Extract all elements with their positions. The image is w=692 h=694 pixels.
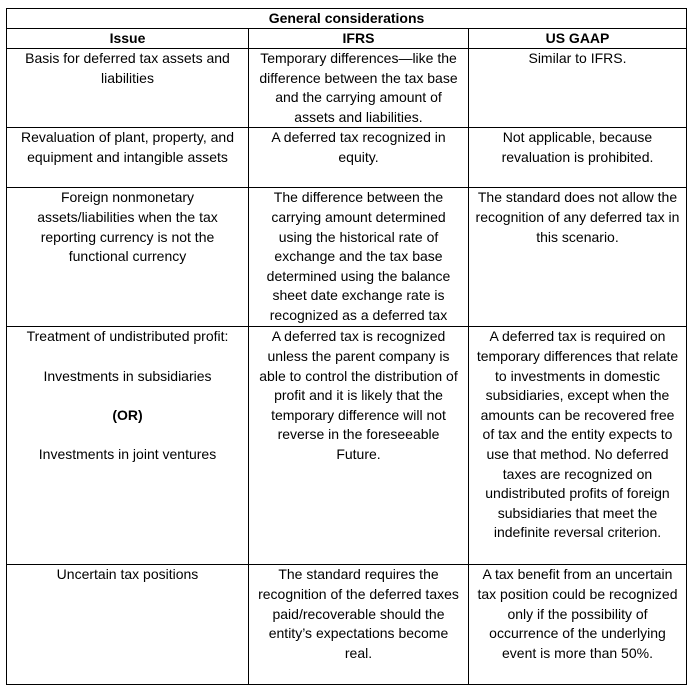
ifrs-cell: A deferred tax recognized in equity. <box>249 128 469 188</box>
title-row <box>7 9 687 29</box>
ifrs-cell: The difference between the carrying amount determined using the historical rate of exchange and the tax base determined using the balance sheet date exchange rate is recognized as a deferred tax <box>249 188 469 327</box>
ifrs-cell: A deferred tax is recognized unless the parent company is able to control the distribution of profit and it is likely that the temporary difference will not reverse in the foreseeable Future. <box>249 327 469 565</box>
issue-joint-ventures: Investments in joint ventures <box>38 445 217 462</box>
usgaap-cell: The standard does not allow the recognition of any deferred tax in this scenario. <box>469 188 687 327</box>
issue-cell: Uncertain tax positions <box>7 565 249 685</box>
table-row <box>7 188 687 327</box>
table-row <box>7 565 687 685</box>
issue-heading: Treatment of undistributed profit: <box>26 328 229 345</box>
table-row <box>7 49 687 128</box>
table-row <box>7 128 687 188</box>
header-row <box>7 29 687 49</box>
ifrs-cell: Temporary differences—like the difference between the tax base and the carrying amount of assets and liabilities. <box>249 49 469 128</box>
table-row <box>7 327 687 565</box>
header-usgaap: US GAAP <box>469 29 687 49</box>
comparison-table <box>6 8 687 685</box>
table-title: General considerations <box>7 9 687 29</box>
header-ifrs: IFRS <box>249 29 469 49</box>
usgaap-cell: Similar to IFRS. <box>469 49 687 128</box>
issue-subsidiaries: Investments in subsidiaries <box>43 367 212 384</box>
ifrs-cell: The standard requires the recognition of the deferred taxes paid/recoverable should the entity’s expectations become real. <box>249 565 469 685</box>
usgaap-cell: A deferred tax is required on temporary differences that relate to investments in domestic subsidiaries, except when the amounts can be recovered free of tax and the entity expects to use that method. No deferred taxes are recognized on undistributed profits of foreign subsidiaries that meet the indefinite reversal criterion. <box>469 327 687 565</box>
usgaap-cell: A tax benefit from an uncertain tax position could be recognized only if the possibility of occurrence of the underlying event is more than 50%. <box>469 565 687 685</box>
issue-cell <box>7 327 249 565</box>
issue-cell: Basis for deferred tax assets and liabilities <box>7 49 249 128</box>
issue-or: (OR) <box>112 406 143 423</box>
header-issue: Issue <box>7 29 249 49</box>
issue-cell: Foreign nonmonetary assets/liabilities when the tax reporting currency is not the functional currency <box>7 188 249 327</box>
usgaap-cell: Not applicable, because revaluation is prohibited. <box>469 128 687 188</box>
issue-cell: Revaluation of plant, property, and equipment and intangible assets <box>7 128 249 188</box>
